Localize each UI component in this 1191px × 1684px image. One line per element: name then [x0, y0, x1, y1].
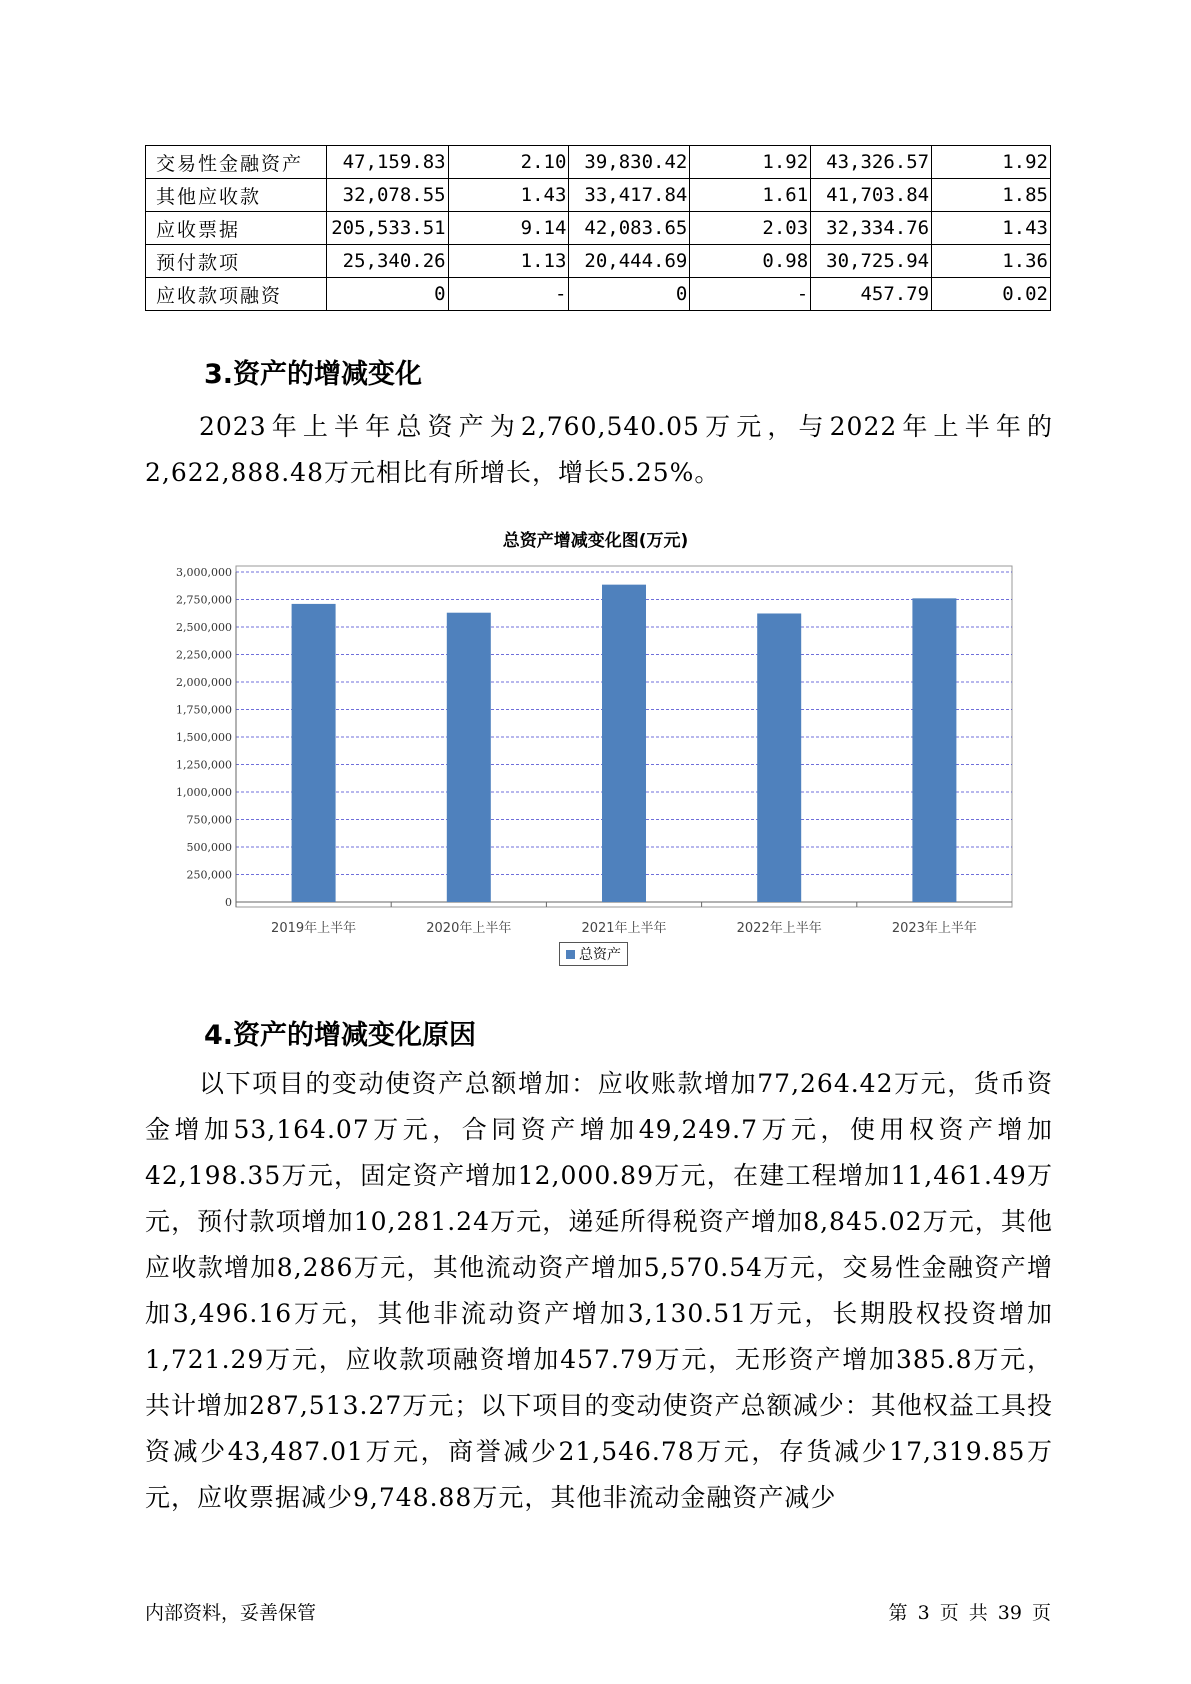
table-cell: 1.92 — [932, 146, 1051, 179]
table-cell: 9.14 — [448, 212, 569, 245]
x-tick-label: 2019年上半年 — [271, 921, 357, 936]
chart-legend — [559, 942, 628, 966]
legend-label: 总资产 — [579, 947, 621, 963]
table-cell: 1.85 — [932, 179, 1051, 212]
x-tick-label: 2023年上半年 — [891, 921, 977, 936]
table-row — [146, 146, 1051, 179]
y-tick-label: 250,000 — [186, 868, 232, 882]
y-tick-label: 2,250,000 — [176, 648, 232, 662]
financial-table — [145, 145, 1051, 311]
table-cell: 1.43 — [932, 212, 1051, 245]
y-tick-label: 1,000,000 — [176, 786, 232, 799]
table-cell: 0 — [326, 278, 448, 311]
table-cell: 2.10 — [448, 146, 569, 179]
table-cell: 20,444.69 — [569, 245, 690, 278]
table-cell: 1.61 — [690, 179, 811, 212]
bar — [602, 585, 646, 902]
table-cell: 32,078.55 — [326, 179, 448, 212]
y-tick-label: 1,500,000 — [176, 731, 232, 744]
table-cell: 43,326.57 — [811, 146, 932, 179]
x-tick-label: 2022年上半年 — [736, 921, 822, 936]
section-heading: 3.资产的增减变化 — [204, 359, 423, 390]
legend-swatch — [566, 950, 575, 959]
bar — [912, 598, 956, 902]
table-cell: - — [448, 278, 569, 311]
row-label: 应收票据 — [146, 212, 327, 245]
row-label: 应收款项融资 — [146, 278, 327, 311]
table-cell: 1.43 — [448, 179, 569, 212]
chart-title: 总资产增减变化图(万元) — [502, 531, 689, 551]
y-tick-label: 3,000,000 — [176, 566, 232, 579]
table-cell: 33,417.84 — [569, 179, 690, 212]
table-cell: 32,334.76 — [811, 212, 932, 245]
x-tick-label: 2021年上半年 — [581, 921, 667, 936]
table-cell: 47,159.83 — [326, 146, 448, 179]
table-cell: 2.03 — [690, 212, 811, 245]
bar-chart — [0, 540, 1191, 950]
y-tick-label: 1,250,000 — [176, 758, 232, 772]
table-cell: 457.79 — [811, 278, 932, 311]
footer-note: 内部资料，妥善保管 — [145, 1602, 317, 1624]
paragraph: 2023年上半年总资产为2,760,540.05万元，与2022年上半年的2,622,888.48万元相比有所增长，增长5.25%。 — [145, 412, 1053, 487]
table-cell: 0 — [569, 278, 690, 311]
table-cell: 0.98 — [690, 245, 811, 278]
page-number: 第 3 页 共 39 页 — [888, 1602, 1051, 1624]
table-row — [146, 212, 1051, 245]
table-cell: 1.36 — [932, 245, 1051, 278]
table-cell: 42,083.65 — [569, 212, 690, 245]
table-row — [146, 245, 1051, 278]
row-label: 其他应收款 — [146, 179, 327, 212]
table-cell: 0.02 — [932, 278, 1051, 311]
table-cell: 25,340.26 — [326, 245, 448, 278]
table-cell: 39,830.42 — [569, 146, 690, 179]
table-cell: 1.13 — [448, 245, 569, 278]
y-tick-label: 2,750,000 — [176, 593, 232, 607]
y-tick-label: 2,500,000 — [176, 621, 232, 634]
table-row — [146, 278, 1051, 311]
section-heading: 4.资产的增减变化原因 — [204, 1020, 477, 1051]
row-label: 交易性金融资产 — [146, 146, 327, 179]
table-cell: - — [690, 278, 811, 311]
table-cell: 41,703.84 — [811, 179, 932, 212]
x-tick-label: 2020年上半年 — [426, 921, 512, 936]
table-cell: 205,533.51 — [326, 212, 448, 245]
table-row — [146, 179, 1051, 212]
y-tick-label: 1,750,000 — [176, 703, 232, 717]
paragraph: 以下项目的变动使资产总额增加：应收账款增加77,264.42万元，货币资金增加53,164.07万元，合同资产增加49,249.7万元，使用权资产增加42,198.35万元，固定资产增加12,000.89万元，在建工程增加11,461.49万元，预付款项增加10,281.24万元，递延所得税资产增加8,845.02万元，其他应收款增加8,286万元，其他流动资产增加5,570.54万元，交易性金融资产增加3,496.16万元，其他非流动资产增加3,130.51万元，长期股权投资增加1,721.29万元，应收款项融资增加457.79万元，无形资产增加385.8万元，共计增加287,513.27万元；以下项目的变动使资产总额减少：其他权益工具投资减少43,487.01万元，商誉减少21,546.78万元，存货减少17,319.85万元，应收票据减少9,748.88万元，其他非流动金融资产减少 — [145, 1069, 1053, 1512]
y-tick-label: 0 — [225, 896, 232, 909]
row-label: 预付款项 — [146, 245, 327, 278]
y-tick-label: 500,000 — [186, 841, 232, 854]
bar — [757, 613, 801, 902]
bar — [292, 604, 336, 902]
bar — [447, 613, 491, 902]
table-cell: 1.92 — [690, 146, 811, 179]
y-tick-label: 750,000 — [186, 813, 232, 827]
table-cell: 30,725.94 — [811, 245, 932, 278]
y-tick-label: 2,000,000 — [176, 676, 232, 689]
